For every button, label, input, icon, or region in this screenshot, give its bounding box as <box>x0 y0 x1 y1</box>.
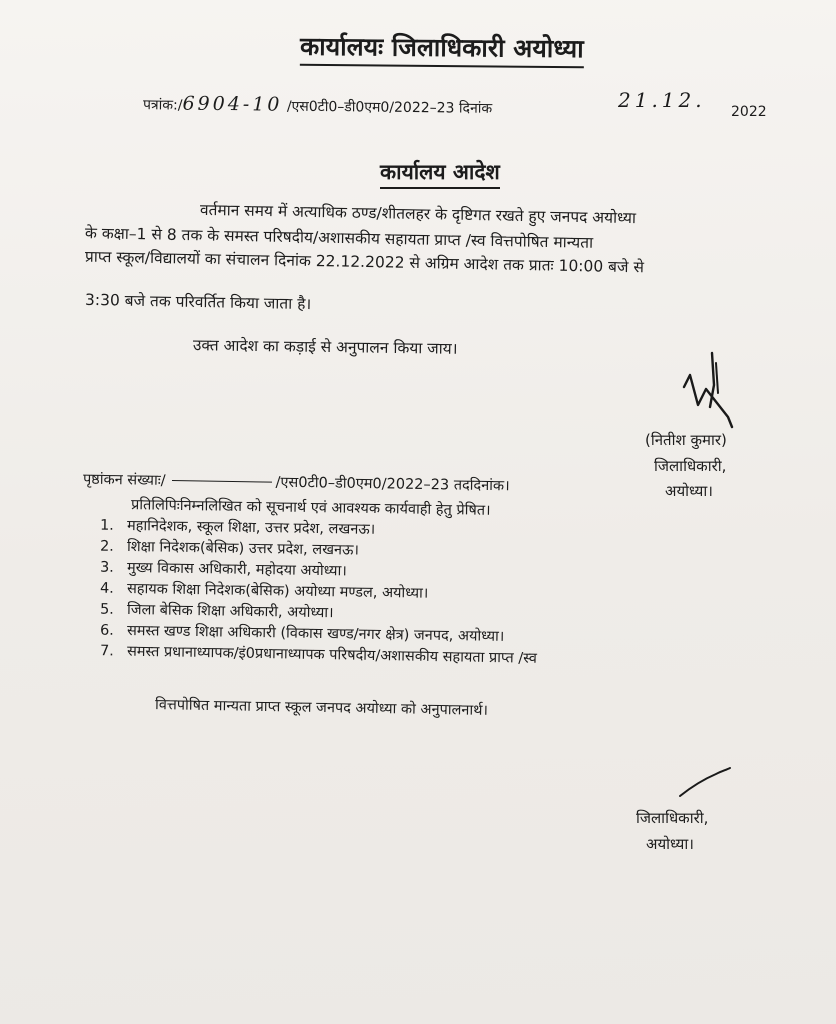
handwritten-date: 21.12. <box>618 88 706 112</box>
endorsement-number-line <box>83 469 510 496</box>
endorsement-prefix: पृष्ठांकन संख्याः/ <box>82 471 166 489</box>
list-item: 5. जिला बेसिक शिक्षा अधिकारी, अयोध्या। <box>99 601 334 622</box>
reference-line <box>143 92 492 118</box>
recipient-7-continuation: वित्तपोषित मान्यता प्राप्त स्कूल जनपद अयोध्या को अनुपालनार्थ। <box>154 697 489 719</box>
recipient-list <box>100 518 537 665</box>
endorsement-suffix: /एस0टी0–डी0एम0/2022–23 तददिनांक। <box>275 474 510 495</box>
list-item: 1. महानिदेशक, स्कूल शिक्षा, उत्तर प्रदेश, लखनऊ। <box>99 517 376 538</box>
reference-prefix: पत्रांक:/ <box>142 97 183 114</box>
order-paragraph-line: प्राप्त स्कूल/विद्यालयों का संचालन दिनांक 22.12.2022 से अग्रिम आदेश तक प्रातः 10:00 बजे से <box>84 247 645 277</box>
signatory-place: अयोध्या। <box>665 482 713 500</box>
reference-code: /एस0टी0–डी0एम0/2022–23 दिनांक <box>286 98 493 117</box>
footer-signatory-post: जिलाधिकारी, <box>636 809 709 827</box>
handwritten-letter-number: 6904-10 <box>182 92 283 116</box>
order-paragraph-line: वर्तमान समय में अत्याधिक ठण्ड/शीतलहर के दृष्टिगत रखते हुए जनपद अयोध्या <box>199 200 637 228</box>
reference-year: 2022 <box>731 104 767 120</box>
compliance-line: उक्त आदेश का कड़ाई से अनुपालन किया जाय। <box>192 336 458 358</box>
list-item: 3. मुख्य विकास अधिकारी, महोदया अयोध्या। <box>99 559 347 580</box>
footer-signatory-place: अयोध्या। <box>646 835 694 853</box>
footer-signature-mark <box>676 762 736 802</box>
order-paragraph-line: के कक्षा–1 से 8 तक के समस्त परिषदीय/अशासकीय सहायता प्राप्त /स्व वित्तपोषित मान्यता <box>84 224 594 252</box>
office-title: कार्यालयः जिलाधिकारी अयोध्या <box>300 29 584 68</box>
list-item: 2. शिक्षा निदेशक(बेसिक) उत्तर प्रदेश, लखनऊ। <box>99 538 360 559</box>
list-item: 6. समस्त खण्ड शिक्षा अधिकारी (विकास खण्ड/नगर क्षेत्र) जनपद, अयोध्या। <box>99 622 505 645</box>
order-heading: कार्यालय आदेश <box>380 158 500 189</box>
signatory-name: (नितीश कुमार) <box>645 431 727 449</box>
signature-mark <box>672 345 742 435</box>
list-item: 7. समस्त प्रधानाध्यापक/इं0प्रधानाध्यापक परिषदीय/अशासकीय सहायता प्राप्त /स्व <box>99 643 538 667</box>
order-paragraph-line: 3:30 बजे तक परिवर्तित किया जाता है। <box>84 290 312 314</box>
signatory-post: जिलाधिकारी, <box>654 457 727 475</box>
list-item: 4. सहायक शिक्षा निदेशक(बेसिक) अयोध्या मण्डल, अयोध्या। <box>99 580 429 602</box>
copy-to-intro: प्रतिलिपिःनिम्नलिखित को सूचनार्थ एवं आवश्यक कार्यवाही हेतु प्रेषित। <box>130 497 491 519</box>
endorsement-blank <box>172 480 272 483</box>
